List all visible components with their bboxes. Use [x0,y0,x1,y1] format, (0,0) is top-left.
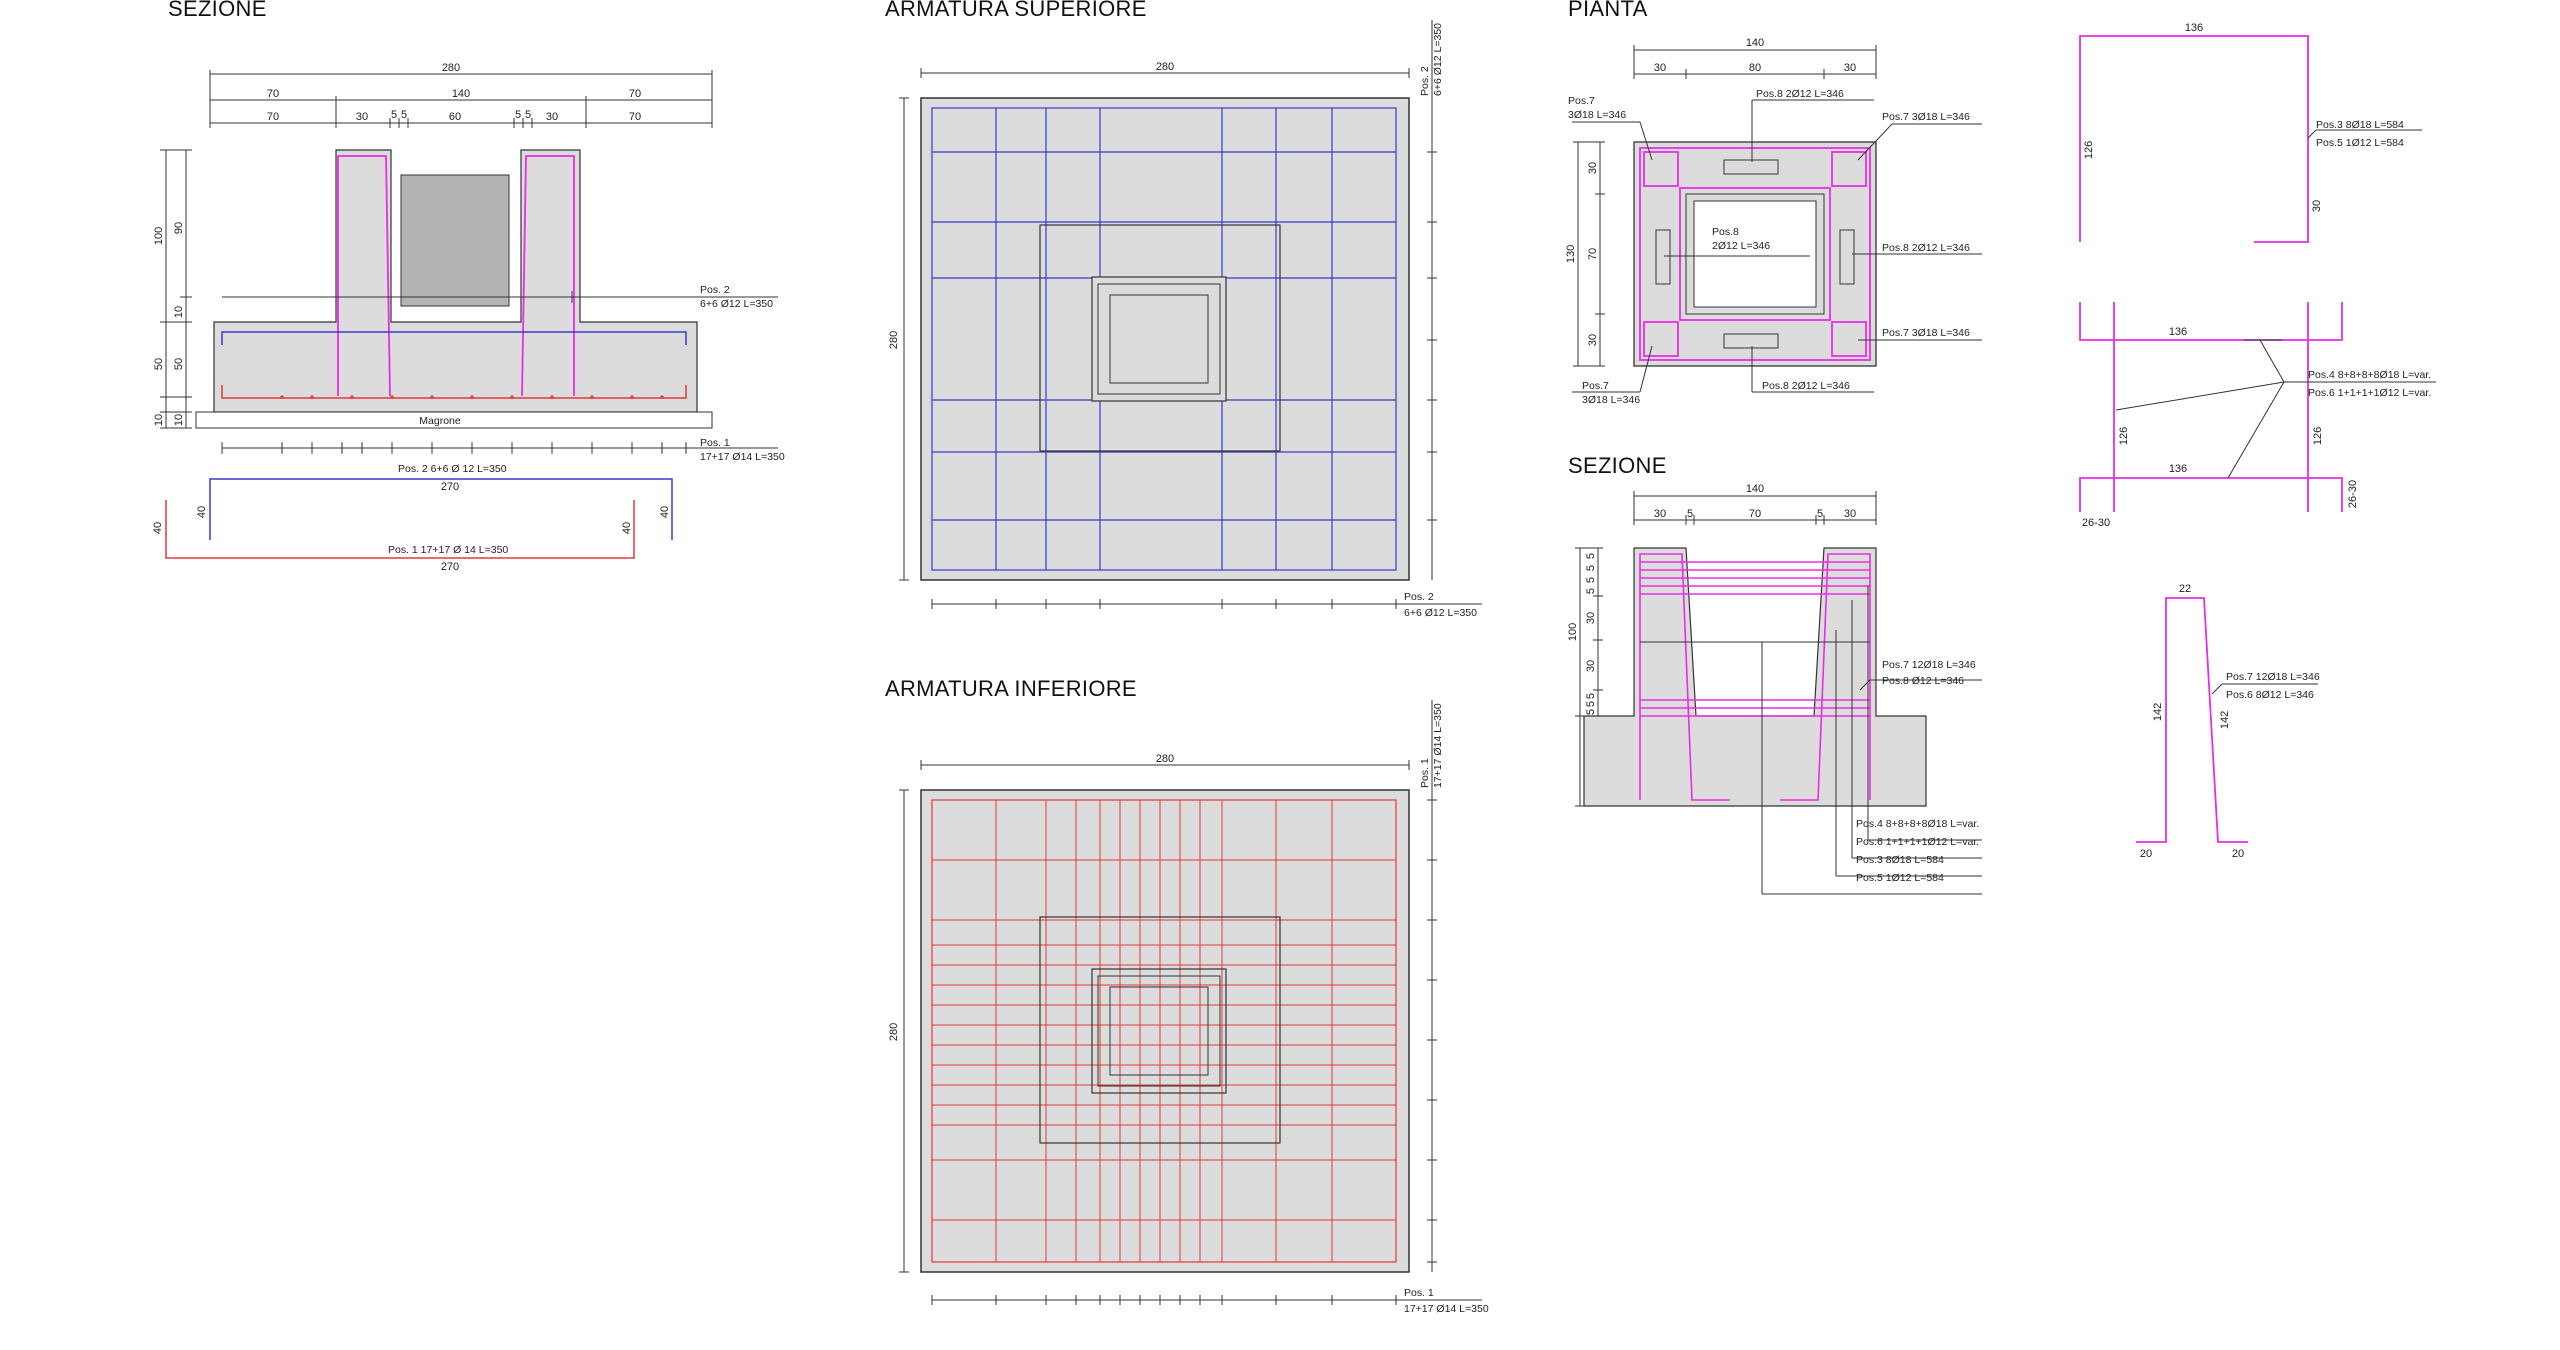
sez-left-dim-70b: 70 [628,88,642,100]
arm-inf-pos-side-b: 17+17 Ø14 L=350 [1432,703,1444,788]
sez-right-vdim-5d: 5 [1585,587,1597,595]
sez-left-vdim-90: 90 [173,221,185,235]
sez-right-vdim-5a: 5 [1585,552,1597,560]
sez-left-bar1-label: Pos. 1 17+17 Ø 14 L=350 [388,544,509,556]
sez-right-vdim-5e: 5 [1585,692,1597,700]
arm-sup-pos-side-a: Pos. 2 [1419,66,1431,96]
sez-left-dim-r3-8: 70 [628,111,642,123]
bar-shape-1-top: 136 [2184,22,2204,34]
sez-left-vdim-50b: 50 [173,357,185,371]
sez-right-dim-30b: 30 [1843,508,1857,520]
arm-inf-pos-bottom-b: 17+17 Ø14 L=350 [1404,1303,1489,1315]
sez-left-bar2-leg-l: 40 [196,505,208,519]
pianta [1565,37,1982,406]
pianta-pos7-bl-b: 3Ø18 L=346 [1582,394,1641,406]
bar-shape-2-top: 136 [2168,326,2188,338]
sez-right-dim-70: 70 [1748,508,1762,520]
pianta-vdim-70: 70 [1587,247,1599,261]
sez-right-vdim-30a: 30 [1585,611,1597,625]
armatura-inferiore [888,700,1489,1315]
sez-left-vdim-100: 100 [153,226,165,246]
sez-right-vdim-5c: 5 [1585,576,1597,584]
sez-left-vdim-10: 10 [173,305,185,319]
pianta-dim-30b: 30 [1843,62,1857,74]
sez-left-bar2-label: Pos. 2 6+6 Ø 12 L=350 [398,463,507,475]
sez-left-dim-280: 280 [441,62,461,74]
sez-left-pos2-a: Pos. 2 [700,284,730,296]
sez-right-vdim-5f: 5 [1585,700,1597,708]
sez-left-dim-r3-7: 30 [545,111,559,123]
sez-left-bar2-leg-r: 40 [659,505,671,519]
sez-right-vdim-100: 100 [1567,622,1579,642]
sez-right-pos6: Pos.6 1+1+1+1Ø12 L=var. [1856,836,1980,848]
bar-shape-1-pos3: Pos.3 8Ø18 L=584 [2316,119,2404,131]
bar-shape-2-leader [2116,340,2436,478]
sez-left-bar1-leg-r: 40 [621,521,633,535]
sez-left-vdim-50a: 50 [153,357,165,371]
sez-right-pos3: Pos.3 8Ø18 L=584 [1856,854,1944,866]
sez-right-pos7: Pos.7 12Ø18 L=346 [1882,659,1976,671]
arm-inf-dim-top: 280 [1155,753,1175,765]
bar-shape-1-leg: 30 [2311,199,2323,213]
sez-left-vdim-10b: 10 [153,413,165,427]
arm-inf-pos-bottom-a: Pos. 1 [1404,1287,1434,1299]
title-pianta: PIANTA [1568,0,1648,21]
sez-right-vdim-30b: 30 [1585,659,1597,673]
title-sezione-right: SEZIONE [1568,453,1667,478]
bar-shape-2-left: 126 [2118,426,2130,446]
sez-right-pos4: Pos.4 8+8+8+8Ø18 L=var. [1856,818,1980,830]
bar-shape-1-pos5: Pos.5 1Ø12 L=584 [2316,137,2404,149]
sez-right-dim-5b: 5 [1816,508,1824,520]
title-armatura-superiore: ARMATURA SUPERIORE [885,0,1147,21]
arm-sup-dim-top: 280 [1155,61,1175,73]
bar-shape-1-line [2080,36,2308,242]
pianta-vdim-30a: 30 [1587,161,1599,175]
sez-left-dim-r3-3: 5 [400,109,408,121]
pianta-pos7-tr: Pos.7 3Ø18 L=346 [1882,111,1970,123]
sez-left-dim-r3-0: 70 [266,111,280,123]
pianta-pos7-bl-a: Pos.7 [1582,380,1609,392]
sez-left-pos1-leader [222,442,778,454]
sez-left-vdim-10c: 10 [173,413,185,427]
pianta-pos7-tl-a: Pos.7 [1568,95,1595,107]
bar-shape-2 [2080,302,2436,529]
sezione-left [152,62,785,573]
arm-sup-pos-bottom-a: Pos. 2 [1404,591,1434,603]
arm-inf-pos-side-a: Pos. 1 [1419,758,1431,788]
bar-shape-2-leg-right: 26-30 [2347,479,2359,509]
sez-right-pos5: Pos.5 1Ø12 L=584 [1856,872,1944,884]
bar-shape-3-right: 142 [2219,710,2231,730]
bar-shape-1 [2080,22,2422,242]
arm-sup-dim-side: 280 [888,330,900,350]
bar-shape-1-side: 126 [2083,140,2095,160]
sez-right-dim-30a: 30 [1653,508,1667,520]
pianta-pos8-right: Pos.8 2Ø12 L=346 [1882,242,1970,254]
sez-left-magrone-label: Magrone [419,415,461,427]
bar-shape-2-bottom: 136 [2168,463,2188,475]
sez-left-bar2-len: 270 [440,481,460,493]
pianta-pos7-tl-b: 3Ø18 L=346 [1568,109,1627,121]
bar-shape-2-leg-left: 26-30 [2081,517,2111,529]
pianta-pos8-center-b: 2Ø12 L=346 [1712,240,1771,252]
pianta-dim-30a: 30 [1653,62,1667,74]
sez-left-dim-r3-5: 5 [514,109,522,121]
pianta-pos8-bottom: Pos.8 2Ø12 L=346 [1762,380,1850,392]
pianta-vdim-30b: 30 [1587,333,1599,347]
bar-shape-3-left: 142 [2152,702,2164,722]
pianta-pos8-center-a: Pos.8 [1712,226,1739,238]
bar-shape-3 [2136,583,2320,860]
bar-shape-3-pos7: Pos.7 12Ø18 L=346 [2226,671,2320,683]
bar-shape-2-pos4: Pos.4 8+8+8+8Ø18 L=var. [2308,369,2432,381]
sez-left-dim-r3-2: 5 [390,109,398,121]
pianta-dim-80: 80 [1748,62,1762,74]
arm-sup-pos-bottom-b: 6+6 Ø12 L=350 [1404,607,1477,619]
bar-shape-3-foot-r: 20 [2231,848,2245,860]
bar-shape-3-pos6: Pos.6 8Ø12 L=346 [2226,689,2314,701]
sez-left-dim-r3-4: 60 [448,111,462,123]
pianta-dim-total: 140 [1745,37,1765,49]
bar-shape-3-foot-l: 20 [2139,848,2153,860]
bar-shape-3-top: 22 [2178,583,2192,595]
pianta-pos8-top: Pos.8 2Ø12 L=346 [1756,88,1844,100]
sez-left-bar1-leg-l: 40 [152,521,164,535]
bar-shape-2-right: 126 [2312,426,2324,446]
pianta-hole-inner [1694,201,1816,307]
sez-left-pos1-b: 17+17 Ø14 L=350 [700,451,785,463]
sezione-right [1567,483,1982,894]
pianta-vdim-130: 130 [1565,244,1577,264]
bar-shape-2-pos6: Pos.6 1+1+1+1Ø12 L=var. [2308,387,2432,399]
sez-right-dim-5a: 5 [1686,508,1694,520]
arm-inf-dim-side: 280 [888,1022,900,1042]
sez-right-vdim-5b: 5 [1585,564,1597,572]
arm-inf-slab [921,790,1409,1272]
sez-left-inner-column [401,175,509,306]
sez-left-pos1-a: Pos. 1 [700,437,730,449]
sez-right-vdim-5g: 5 [1585,708,1597,716]
sez-left-dim-r3-6: 5 [524,109,532,121]
sez-left-pos2-b: 6+6 Ø12 L=350 [700,298,773,310]
sez-left-bar1-len: 270 [440,561,460,573]
sez-right-pos8: Pos.8 Ø12 L=346 [1882,675,1965,687]
bar-shape-2-lines [2080,302,2342,512]
arm-sup-pos-side-b: 6+6 Ø12 L=350 [1432,23,1444,96]
sez-left-dim-70a: 70 [266,88,280,100]
sez-left-dim-r3-1: 30 [355,111,369,123]
title-armatura-inferiore: ARMATURA INFERIORE [885,676,1137,701]
sez-right-dim-total: 140 [1745,483,1765,495]
pianta-pos7-br: Pos.7 3Ø18 L=346 [1882,327,1970,339]
title-sezione-left: SEZIONE [168,0,267,21]
armatura-superiore [888,20,1482,619]
arm-sup-column-core [1092,277,1226,401]
sez-left-dim-140: 140 [451,88,471,100]
